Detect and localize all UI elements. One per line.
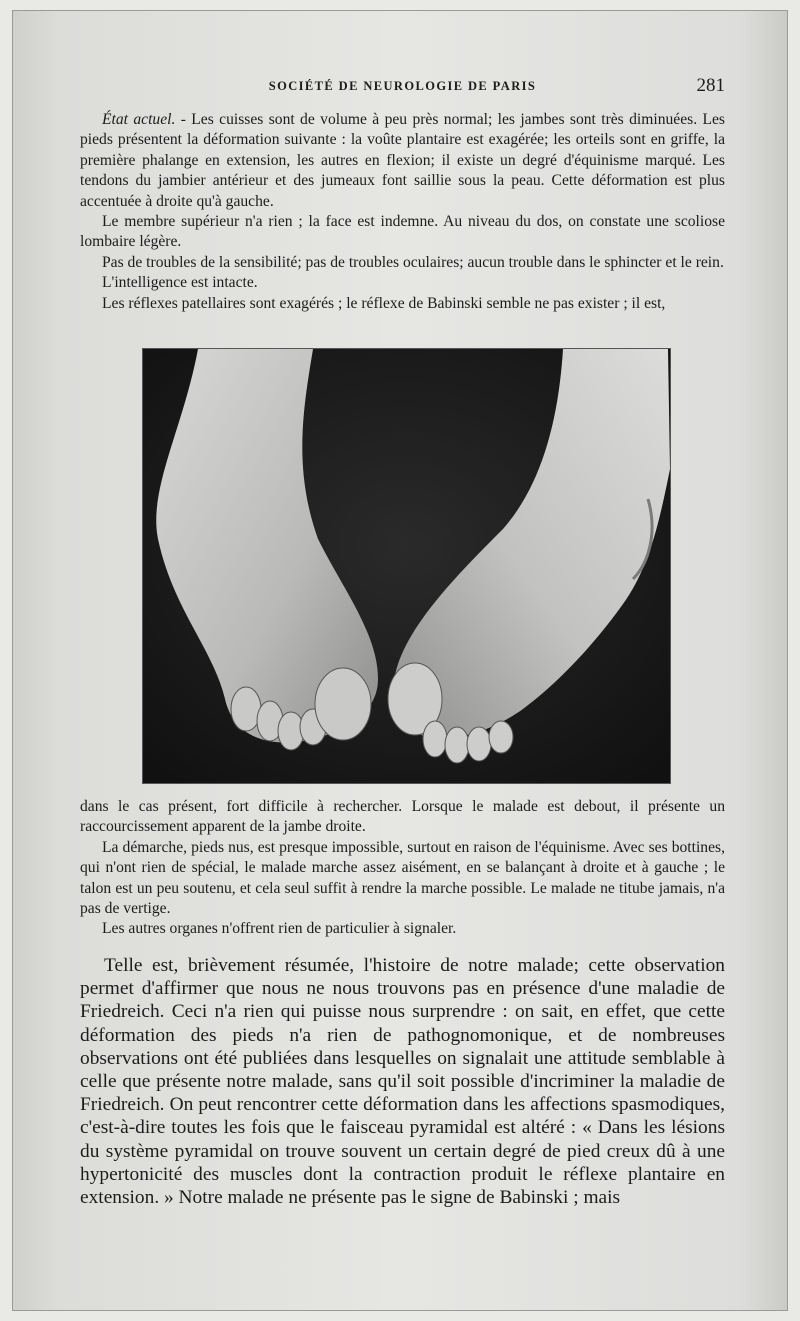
feet-photograph [142,348,671,784]
paragraph-continuation: dans le cas présent, fort difficile à rechercher. Lorsque le malade est debout, il présente un raccourcissement apparent de la jambe droite. [80,798,725,836]
paragraph-intelligence: L'intelligence est intacte. [102,274,258,292]
page-header [80,75,725,99]
paragraph-sensibilite: Pas de troubles de la sensibilité; pas de troubles oculaires; aucun trouble dans le sphincter et le rein. [102,253,724,271]
main-discussion-text [80,954,725,1209]
paragraph-reflexes: Les réflexes patellaires sont exagérés ; le réflexe de Babinski semble ne pas exister ; il est, [102,294,666,312]
section-label: État actuel. [102,111,176,128]
paragraph-discussion: Telle est, brièvement résumée, l'histoire de notre malade; cette observation permet d'affirmer que nous ne nous trouvons pas en présence d'une maladie de Friedreich. Ceci n'a rien qui puisse nous surprendre : on sait, en effet, que cette déformation des pieds n'a rien de pathognomonique, et de nombreuses observations ont été publiées dans lesquelles on signalait une attitude semblable à celle que présente notre malade, sans qu'il soit possible d'incriminer la maladie de Friedreich. On peut rencontrer cette déformation dans les affections spasmodiques, c'est-à-dire toutes les fois que le faisceau pyramidal est altéré : « Dans les lésions du système pyramidal on trouve souvent un certain degré de pied creux dû à une hypertonicité des muscles dont la contraction produit le réflexe plantaire en extension. » Notre malade ne présente pas le signe de Babinski ; mais [80,955,725,1209]
case-continuation-block [80,797,725,940]
paragraph-autres-organes: Les autres organes n'offrent rien de particulier à signaler. [102,920,457,938]
paragraph-membre-superieur: Le membre supérieur n'a rien ; la face est indemne. Au niveau du dos, on constate une scoliose lombaire légère. [80,213,725,251]
paragraph-text: - Les cuisses sont de volume à peu près normal; les jambes sont très diminuées. Les pieds présentent la déformation suivante : la voûte plantaire est exagérée; les orteils sont en griffe, la première phalange en extension, les autres en flexion; il existe un degré d'équinisme marqué. Les tendons du jambier antérieur et des jumeaux font saillie sous la peau. Cette déformation est plus accentuée à droite qu'à gauche. [80,111,725,210]
running-head: SOCIÉTÉ DE NEUROLOGIE DE PARIS [268,79,537,93]
feet-photo-illustration [143,349,670,783]
case-description-block [80,110,725,314]
page-number: 281 [696,75,725,96]
paragraph-demarche: La démarche, pieds nus, est presque impossible, surtout en raison de l'équinisme. Avec ses bottines, qui n'ont rien de spécial, le malade marche assez aisément, en se balançant à droite et à gauche ; le talon est un peu soutenu, et cela seul suffit à rendre la marche possible. Le malade ne titube jamais, n'a pas de vertige. [80,838,725,918]
paragraph-etat-actuel [80,110,725,212]
